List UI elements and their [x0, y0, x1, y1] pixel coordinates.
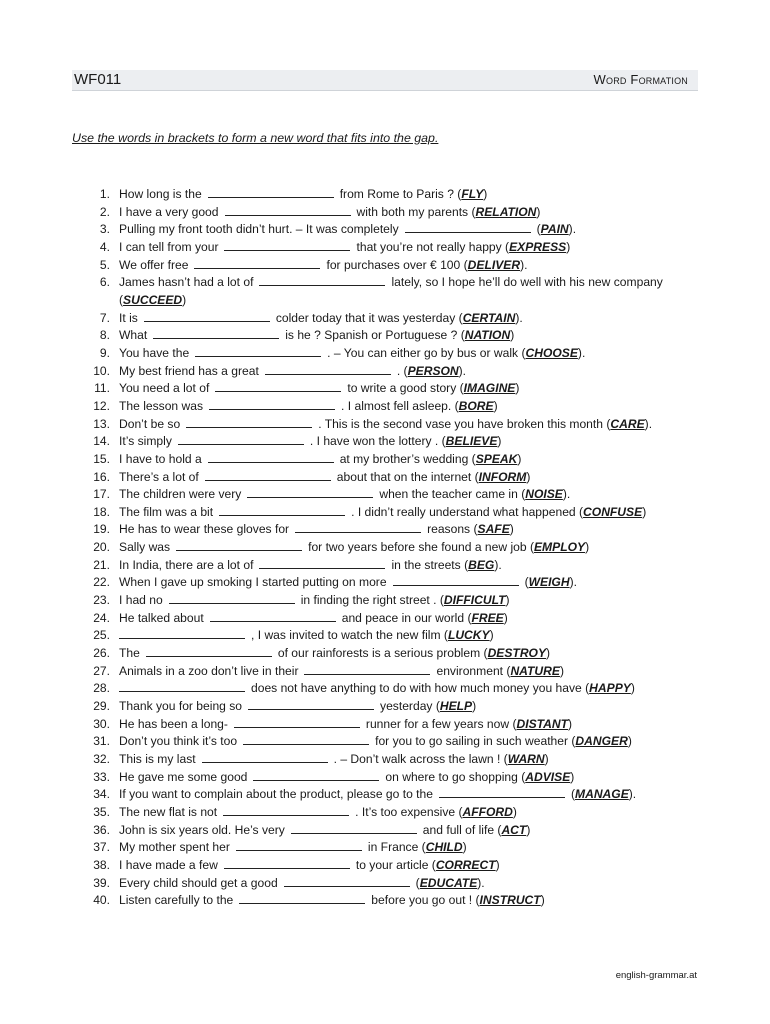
item-number: 33.	[93, 769, 110, 784]
item-text-end: )	[559, 663, 564, 678]
item-text-before: You need a lot of	[119, 381, 210, 396]
exercise-item	[92, 363, 712, 381]
item-text-end: ).	[628, 787, 637, 802]
item-text-end: ).	[515, 310, 523, 325]
item-text-before: It is	[119, 310, 138, 325]
answer-blank[interactable]	[224, 857, 350, 869]
item-text-end: )	[627, 734, 632, 749]
keyword: DESTROY	[487, 646, 547, 661]
item-text-before: In India, there are a lot of	[119, 557, 254, 572]
exercise-item	[92, 416, 712, 434]
item-text-before: James hasn’t had a lot of	[119, 275, 254, 290]
keyword: CHILD	[425, 840, 463, 855]
answer-blank[interactable]	[176, 539, 302, 551]
item-text-after: reasons (	[427, 522, 478, 537]
item-number: 32.	[93, 752, 110, 767]
answer-blank[interactable]	[186, 416, 312, 428]
item-text-before: John is six years old. He’s very	[119, 822, 285, 837]
answer-blank[interactable]	[169, 592, 295, 604]
item-text-before: How long is the	[119, 187, 202, 201]
item-text-after: to write a good story (	[347, 381, 464, 396]
item-text-before: The lesson was	[119, 398, 204, 413]
keyword: CONFUSE	[583, 504, 643, 519]
item-text-before: He has to wear these gloves for	[119, 522, 290, 537]
exercise-item	[92, 574, 712, 592]
exercise-item	[92, 839, 712, 857]
keyword: EDUCATE	[419, 875, 478, 890]
answer-blank[interactable]	[225, 204, 351, 216]
item-text-after: (	[536, 222, 541, 237]
answer-blank[interactable]	[284, 875, 410, 887]
item-number: 27.	[93, 663, 110, 678]
item-text-after: (	[570, 787, 576, 802]
item-number: 9.	[99, 345, 110, 360]
keyword: DELIVER	[467, 257, 521, 272]
exercise-item	[92, 557, 712, 575]
item-text-before: He talked about	[119, 610, 204, 625]
item-text-after: colder today that it was yesterday (	[275, 310, 463, 325]
item-text-end: )	[462, 840, 467, 855]
keyword: SAFE	[477, 522, 510, 537]
answer-blank[interactable]	[195, 345, 321, 357]
exercise-item	[92, 627, 712, 645]
item-text-end: )	[544, 752, 549, 767]
item-number: 36.	[93, 822, 110, 837]
item-text-before: He has been a long-	[119, 716, 228, 731]
exercise-item	[92, 680, 712, 698]
item-text-before: I can tell from your	[119, 239, 219, 254]
item-text-end: )	[505, 593, 510, 608]
item-text-after: in France (	[367, 840, 426, 855]
item-number: 18.	[93, 504, 110, 519]
keyword: INSTRUCT	[479, 893, 541, 908]
keyword: DANGER	[575, 734, 628, 749]
exercise-item	[92, 310, 712, 328]
item-text-before: When I gave up smoking I started putting on more	[119, 575, 387, 590]
keyword: SPEAK	[475, 451, 518, 466]
keyword: NATURE	[510, 663, 560, 678]
item-text-after: with both my parents (	[356, 204, 476, 219]
header-bar	[72, 70, 698, 91]
exercise-item	[92, 257, 712, 275]
item-text-before: My best friend has a great	[119, 363, 259, 378]
item-text-end: )	[568, 716, 573, 731]
exercise-item	[92, 592, 712, 610]
keyword: CORRECT	[435, 857, 496, 872]
answer-blank[interactable]	[247, 486, 373, 498]
item-text-after: about that on the internet (	[336, 469, 479, 484]
exercise-item	[92, 504, 712, 522]
item-text-before: Don’t be so	[119, 416, 181, 431]
keyword: CERTAIN	[462, 310, 516, 325]
exercise-item	[92, 751, 712, 769]
item-text-before: Animals in a zoo don’t live in their	[119, 663, 299, 678]
keyword: MANAGE	[575, 787, 629, 802]
exercise-item	[92, 521, 712, 539]
item-number: 1.	[99, 187, 110, 201]
item-text-after: is he ? Spanish or Portuguese ? (	[285, 328, 465, 343]
keyword: ACT	[501, 822, 527, 837]
exercise-item	[92, 221, 712, 239]
exercise-item	[92, 716, 712, 734]
item-text-end: ).	[568, 222, 577, 237]
item-text-after: (	[524, 575, 529, 590]
item-text-before: The new flat is not	[119, 804, 218, 819]
item-text-end: )	[526, 469, 531, 484]
item-text-end: )	[536, 204, 541, 219]
item-text-before: Pulling my front tooth didn’t hurt. – It was completely	[119, 222, 399, 237]
item-number: 21.	[93, 557, 110, 572]
keyword: PERSON	[407, 363, 459, 378]
answer-blank[interactable]	[219, 504, 345, 516]
keyword: RELATION	[475, 204, 537, 219]
item-number: 34.	[93, 787, 110, 802]
exercise-item	[92, 786, 712, 804]
exercise-item	[92, 663, 712, 681]
item-text-before: The film was a bit	[119, 504, 214, 519]
answer-blank[interactable]	[210, 610, 336, 622]
item-text-after: does not have anything to do with how much money you have (	[251, 681, 590, 696]
exercise-item	[92, 698, 712, 716]
exercise-item	[92, 769, 712, 787]
exercise-item	[92, 804, 712, 822]
item-text-after: , I was invited to watch the new film (	[251, 628, 448, 643]
item-text-before: Listen carefully to the	[119, 893, 234, 908]
item-number: 15.	[93, 451, 110, 466]
keyword: EXPRESS	[509, 239, 567, 254]
answer-blank[interactable]	[239, 892, 365, 904]
keyword: BELIEVE	[445, 434, 498, 449]
item-text-after: (	[415, 875, 420, 890]
exercise-list	[92, 186, 712, 910]
item-text-before: You have the	[119, 345, 190, 360]
item-text-after: runner for a few years now (	[365, 716, 517, 731]
item-number: 3.	[99, 222, 110, 237]
exercise-item	[92, 274, 712, 309]
item-number: 20.	[93, 540, 110, 555]
item-text-after: to your article (	[355, 857, 436, 872]
answer-blank[interactable]	[119, 680, 245, 692]
item-number: 23.	[93, 593, 110, 608]
worksheet-code: WF011	[74, 71, 122, 88]
item-text-before: I have to hold a	[119, 451, 202, 466]
item-number: 8.	[99, 328, 110, 343]
item-text-before: My mother spent her	[119, 840, 230, 855]
exercise-item	[92, 327, 712, 345]
item-text-after: from Rome to Paris ? (	[339, 187, 462, 201]
item-text-end: ).	[477, 875, 485, 890]
item-number: 2.	[99, 204, 110, 219]
item-text-after: . I almost fell asleep. (	[341, 398, 459, 413]
answer-blank[interactable]	[144, 310, 270, 322]
exercise-item	[92, 645, 712, 663]
answer-blank[interactable]	[304, 663, 430, 675]
item-text-after: on where to go shopping (	[385, 769, 526, 784]
answer-blank[interactable]	[223, 804, 349, 816]
keyword: DISTANT	[516, 716, 569, 731]
item-number: 24.	[93, 610, 110, 625]
exercise-item	[92, 733, 712, 751]
keyword: EMPLOY	[533, 540, 586, 555]
item-text-before: This is my last	[119, 752, 196, 767]
item-text-end: ).	[458, 363, 467, 378]
answer-blank[interactable]	[153, 327, 279, 339]
exercise-item	[92, 857, 712, 875]
item-text-end: )	[515, 381, 520, 396]
answer-blank[interactable]	[291, 822, 417, 834]
item-text-before: He gave me some good	[119, 769, 248, 784]
item-text-end: )	[526, 822, 531, 837]
item-text-end: ).	[562, 487, 571, 502]
item-text-end: )	[182, 292, 187, 307]
worksheet-title: Word Formation	[593, 72, 688, 87]
item-text-before: I had no	[119, 593, 163, 608]
exercise-item	[92, 451, 712, 469]
item-text-after: . It’s too expensive (	[355, 804, 463, 819]
keyword: INFORM	[478, 469, 527, 484]
answer-blank[interactable]	[259, 557, 385, 569]
item-text-end: )	[566, 239, 571, 254]
item-text-end: )	[512, 804, 517, 819]
keyword: WEIGH	[528, 575, 570, 590]
item-number: 11.	[94, 381, 110, 396]
item-number: 4.	[99, 239, 110, 254]
item-number: 16.	[93, 469, 110, 484]
item-text-after: . – You can either go by bus or walk (	[327, 345, 526, 360]
item-number: 38.	[93, 857, 110, 872]
item-number: 40.	[93, 893, 110, 908]
keyword: AFFORD	[462, 804, 513, 819]
item-text-end: )	[509, 522, 514, 537]
exercise-item	[92, 433, 712, 451]
item-text-before: We offer free	[119, 257, 189, 272]
item-text-before: Don’t you think it’s too	[119, 734, 238, 749]
answer-blank[interactable]	[215, 380, 341, 392]
keyword: CHOOSE	[525, 345, 578, 360]
keyword: NATION	[464, 328, 511, 343]
item-text-before: Thank you for being so	[119, 699, 243, 714]
answer-blank[interactable]	[205, 469, 331, 481]
item-text-end: )	[570, 769, 575, 784]
item-number: 26.	[93, 646, 110, 661]
exercise-item	[92, 204, 712, 222]
answer-blank[interactable]	[295, 521, 421, 533]
item-number: 14.	[93, 434, 110, 449]
item-number: 12.	[93, 398, 110, 413]
item-text-before: I have a very good	[119, 204, 219, 219]
item-text-end: ).	[520, 257, 528, 272]
exercise-item	[92, 892, 712, 910]
answer-blank[interactable]	[202, 751, 328, 763]
item-text-end: )	[540, 893, 545, 908]
item-number: 5.	[99, 257, 110, 272]
item-text-after: at my brother’s wedding (	[339, 451, 476, 466]
exercise-item	[92, 875, 712, 893]
item-text-before: Sally was	[119, 540, 171, 555]
answer-blank[interactable]	[393, 574, 519, 586]
item-text-end: ).	[569, 575, 577, 590]
item-number: 35.	[93, 804, 110, 819]
item-text-before: The children were very	[119, 487, 242, 502]
keyword: BEG	[468, 557, 495, 572]
exercise-item	[92, 380, 712, 398]
item-text-end: )	[517, 451, 522, 466]
keyword: WARN	[507, 752, 545, 767]
item-text-end: )	[497, 434, 502, 449]
item-text-after: yesterday (	[380, 699, 440, 714]
exercise-item	[92, 822, 712, 840]
answer-blank[interactable]	[119, 627, 245, 639]
item-text-end: )	[642, 504, 647, 519]
item-text-end: ).	[577, 345, 586, 360]
item-text-end: ).	[644, 416, 653, 431]
exercise-item	[92, 186, 712, 204]
keyword: BORE	[458, 398, 494, 413]
answer-blank[interactable]	[259, 274, 385, 286]
answer-blank[interactable]	[243, 733, 369, 745]
keyword: LUCKY	[447, 628, 490, 643]
item-text-end: )	[489, 628, 494, 643]
item-text-before: What	[119, 328, 148, 343]
item-number: 31.	[93, 734, 110, 749]
answer-blank[interactable]	[236, 839, 362, 851]
item-text-after: before you go out ! (	[371, 893, 480, 908]
keyword: NOISE	[525, 487, 563, 502]
item-text-after: environment (	[436, 663, 511, 678]
answer-blank[interactable]	[224, 239, 350, 251]
answer-blank[interactable]	[209, 398, 335, 410]
answer-blank[interactable]	[405, 221, 531, 233]
answer-blank[interactable]	[194, 257, 320, 269]
item-text-after: when the teacher came in (	[379, 487, 526, 502]
answer-blank[interactable]	[439, 786, 565, 798]
item-text-after: for two years before she found a new job (	[308, 540, 534, 555]
item-text-after: . I didn’t really understand what happened (	[351, 504, 584, 519]
exercise-item	[92, 610, 712, 628]
item-text-before: If you want to complain about the product, please go to the	[119, 787, 433, 802]
item-text-after: for purchases over € 100 (	[326, 257, 468, 272]
keyword: SUCCEED	[123, 292, 183, 307]
item-text-after: . – Don’t walk across the lawn ! (	[333, 752, 508, 767]
item-text-end: )	[585, 540, 590, 555]
answer-blank[interactable]	[248, 698, 374, 710]
item-text-end: )	[493, 398, 498, 413]
item-text-after: . I have won the lottery . (	[309, 434, 446, 449]
item-text-after: and peace in our world (	[341, 610, 472, 625]
keyword: HELP	[439, 699, 473, 714]
item-text-before: It’s simply	[119, 434, 172, 449]
item-text-end: )	[503, 610, 508, 625]
keyword: PAIN	[540, 222, 569, 237]
item-text-end: )	[483, 187, 488, 201]
footer-source: english-grammar.at	[615, 970, 697, 981]
item-number: 17.	[93, 487, 110, 502]
item-number: 25.	[93, 628, 110, 643]
item-text-after: that you’re not really happy (	[356, 239, 510, 254]
item-number: 13.	[93, 416, 110, 431]
item-text-before: There’s a lot of	[119, 469, 199, 484]
item-number: 19.	[93, 522, 110, 537]
exercise-item	[92, 539, 712, 557]
answer-blank[interactable]	[146, 645, 272, 657]
item-number: 22.	[93, 575, 110, 590]
item-text-end: )	[495, 857, 500, 872]
keyword: HAPPY	[589, 681, 631, 696]
item-text-before: Every child should get a good	[119, 875, 278, 890]
item-text-after: and full of life (	[422, 822, 502, 837]
keyword: FLY	[461, 187, 484, 201]
exercise-item	[92, 345, 712, 363]
keyword: ADVISE	[525, 769, 571, 784]
item-text-end: )	[472, 699, 477, 714]
answer-blank[interactable]	[208, 186, 334, 198]
item-text-before: The	[119, 646, 140, 661]
item-text-end: )	[510, 328, 515, 343]
item-number: 30.	[93, 716, 110, 731]
answer-blank[interactable]	[234, 716, 360, 728]
item-text-end: )	[630, 681, 635, 696]
item-text-after: in the streets (	[391, 557, 469, 572]
item-text-before: I have made a few	[119, 857, 218, 872]
exercise-item	[92, 486, 712, 504]
exercise-item	[92, 239, 712, 257]
keyword: FREE	[471, 610, 504, 625]
keyword: DIFFICULT	[443, 593, 506, 608]
answer-blank[interactable]	[208, 451, 334, 463]
item-number: 37.	[93, 840, 110, 855]
item-text-after: for you to go sailing in such weather (	[375, 734, 576, 749]
item-text-after: . This is the second vase you have broken this month (	[318, 416, 611, 431]
item-number: 39.	[93, 875, 110, 890]
keyword: CARE	[610, 416, 645, 431]
item-text-after: in finding the right street . (	[300, 593, 444, 608]
item-text-end: ).	[494, 557, 502, 572]
item-number: 29.	[93, 699, 110, 714]
item-text-end: )	[546, 646, 551, 661]
keyword: IMAGINE	[463, 381, 516, 396]
answer-blank[interactable]	[253, 769, 379, 781]
answer-blank[interactable]	[178, 433, 304, 445]
answer-blank[interactable]	[265, 363, 391, 375]
item-number: 10.	[93, 363, 110, 378]
item-number: 6.	[99, 275, 110, 290]
exercise-item	[92, 469, 712, 487]
item-text-after: . (	[396, 363, 408, 378]
item-text-after: of our rainforests is a serious problem (	[277, 646, 488, 661]
instruction: Use the words in brackets to form a new word that fits into the gap.	[72, 131, 439, 145]
exercise-item	[92, 398, 712, 416]
item-number: 28.	[93, 681, 110, 696]
item-text-after: lately, so I hope he’ll do well with his new company (	[119, 275, 663, 307]
item-number: 7.	[99, 310, 110, 325]
